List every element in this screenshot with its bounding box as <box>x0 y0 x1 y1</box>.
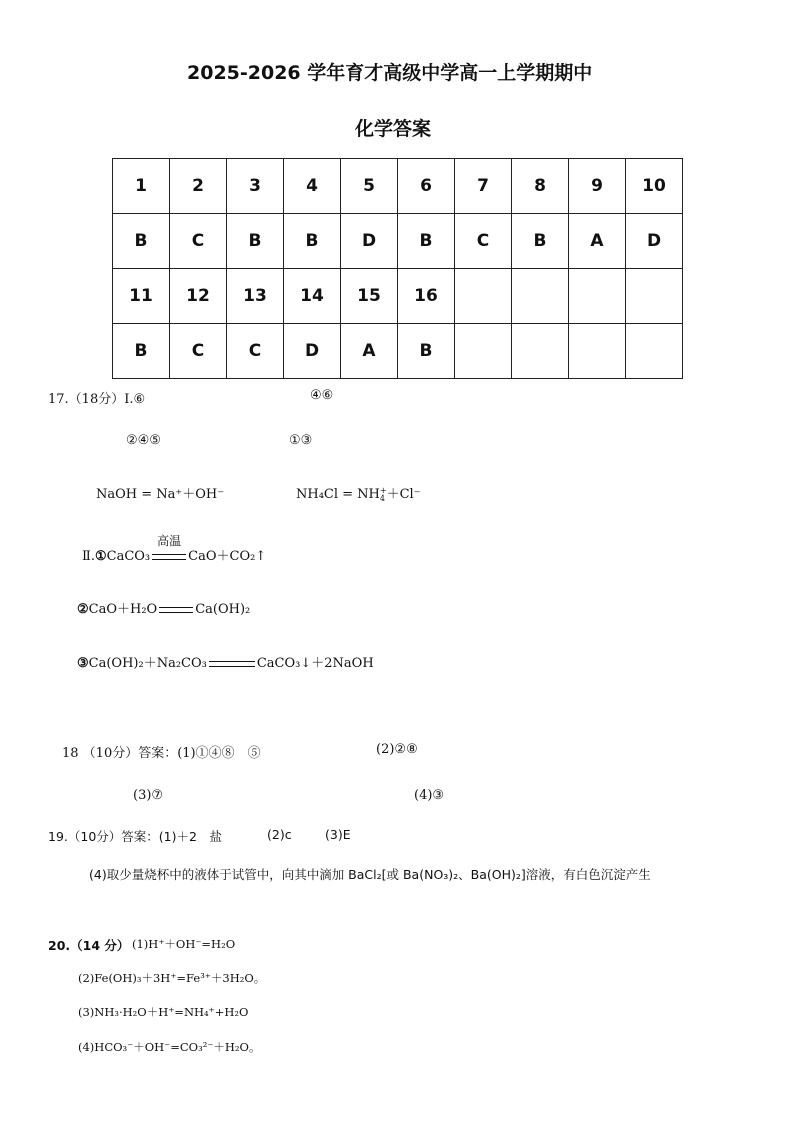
q17-reaction-2 <box>77 598 250 617</box>
q17-r2-num: ② <box>77 602 89 617</box>
q17-reaction-3 <box>77 652 374 671</box>
table-cell: 4 <box>284 159 341 214</box>
table-cell <box>512 269 569 324</box>
q17-r2-right: Ca(OH)₂ <box>195 602 251 617</box>
table-cell <box>455 269 512 324</box>
page-title: 2025-2026 学年育才高级中学高一上学期期中 <box>187 62 593 84</box>
q17-r1-right: CaO＋CO₂↑ <box>188 549 267 564</box>
table-cell: D <box>341 214 398 269</box>
equals-sign <box>209 661 255 667</box>
equals-sign <box>159 607 193 613</box>
equals-sign <box>152 554 186 560</box>
table-cell: 12 <box>170 269 227 324</box>
q19-answer-2: (2)c <box>267 827 292 842</box>
table-cell <box>512 324 569 379</box>
q17-r3-num: ③ <box>77 656 89 671</box>
table-cell: B <box>398 214 455 269</box>
q17-r3-left: Ca(OH)₂＋Na₂CO₃ <box>88 656 207 671</box>
table-cell: B <box>113 214 170 269</box>
answer-table <box>112 158 683 379</box>
table-cell: 13 <box>227 269 284 324</box>
table-cell: 7 <box>455 159 512 214</box>
q17-eq-nh4cl-left: NH₄Cl = NH <box>296 487 380 502</box>
table-cell: B <box>398 324 455 379</box>
table-cell: C <box>227 324 284 379</box>
table-cell: 5 <box>341 159 398 214</box>
q18-head: 18 （10分）答案：(1)①④⑧ ⑤ <box>62 746 261 761</box>
page-subtitle: 化学答案 <box>355 118 432 140</box>
q17-head: 17.（18分）Ⅰ.⑥ <box>48 392 146 407</box>
table-row <box>113 324 683 379</box>
q17-part2-label: Ⅱ. <box>82 549 95 564</box>
table-cell: 16 <box>398 269 455 324</box>
table-cell: A <box>569 214 626 269</box>
table-cell: 2 <box>170 159 227 214</box>
table-cell: 10 <box>626 159 683 214</box>
table-cell: 15 <box>341 269 398 324</box>
q17-r3-right: CaCO₃↓＋2NaOH <box>256 656 374 671</box>
table-row <box>113 269 683 324</box>
q17-eq-nh4cl-right: ＋Cl⁻ <box>386 487 421 502</box>
table-cell: B <box>512 214 569 269</box>
table-cell: A <box>341 324 398 379</box>
q17-eq-nh4cl: NH₄Cl = NH + 4 ＋Cl⁻ <box>296 485 421 503</box>
q20-head: 20.（14 分） <box>48 938 130 953</box>
table-cell: B <box>284 214 341 269</box>
table-cell: C <box>170 214 227 269</box>
table-cell <box>455 324 512 379</box>
q20-answer-2: (2)Fe(OH)₃＋3H⁺=Fe³⁺＋3H₂O。 <box>78 971 266 985</box>
table-cell <box>626 269 683 324</box>
q20-answer-1: (1)H⁺＋OH⁻=H₂O <box>132 937 236 951</box>
q18-answer-2: (2)②⑧ <box>376 742 418 757</box>
table-cell: D <box>626 214 683 269</box>
q17-eq-naoh: NaOH = Na⁺＋OH⁻ <box>96 487 225 502</box>
q17-r1-left: CaCO₃ <box>106 549 151 564</box>
q17-answer-4: ①③ <box>289 433 313 448</box>
table-cell <box>569 269 626 324</box>
table-cell: 11 <box>113 269 170 324</box>
q19-answer-4: (4)取少量烧杯中的液体于试管中，向其中滴加 BaCl₂[或 Ba(NO₃)₂、Ba(OH)₂]溶液，有白色沉淀产生 <box>89 867 651 882</box>
table-cell: 3 <box>227 159 284 214</box>
table-cell: C <box>170 324 227 379</box>
table-cell: C <box>455 214 512 269</box>
table-cell: 6 <box>398 159 455 214</box>
q17-reaction-1 <box>82 534 267 564</box>
table-cell <box>626 324 683 379</box>
table-cell: 1 <box>113 159 170 214</box>
q18-answer-3: (3)⑦ <box>133 788 164 803</box>
q20-answer-4: (4)HCO₃⁻＋OH⁻=CO₃²⁻＋H₂O。 <box>78 1040 261 1054</box>
table-cell <box>569 324 626 379</box>
table-cell: D <box>284 324 341 379</box>
table-row <box>113 159 683 214</box>
q17-answer-3: ②④⑤ <box>126 433 161 448</box>
table-cell: 14 <box>284 269 341 324</box>
q20-answer-3: (3)NH₃·H₂O＋H⁺=NH₄⁺+H₂O <box>78 1005 249 1019</box>
table-cell: 8 <box>512 159 569 214</box>
table-cell: B <box>113 324 170 379</box>
table-cell: 9 <box>569 159 626 214</box>
q17-r1-condition: 高温 <box>157 534 182 548</box>
table-cell: B <box>227 214 284 269</box>
q17-r1-num: ① <box>94 549 107 564</box>
q19-answer-3: (3)E <box>325 827 351 842</box>
q18-answer-4: (4)③ <box>414 788 445 803</box>
table-row <box>113 214 683 269</box>
q19-head: 19.（10分）答案：(1)＋2 盐 <box>48 829 222 844</box>
q17-r2-left: CaO＋H₂O <box>88 602 158 617</box>
q17-answer-2: ④⑥ <box>310 388 334 403</box>
